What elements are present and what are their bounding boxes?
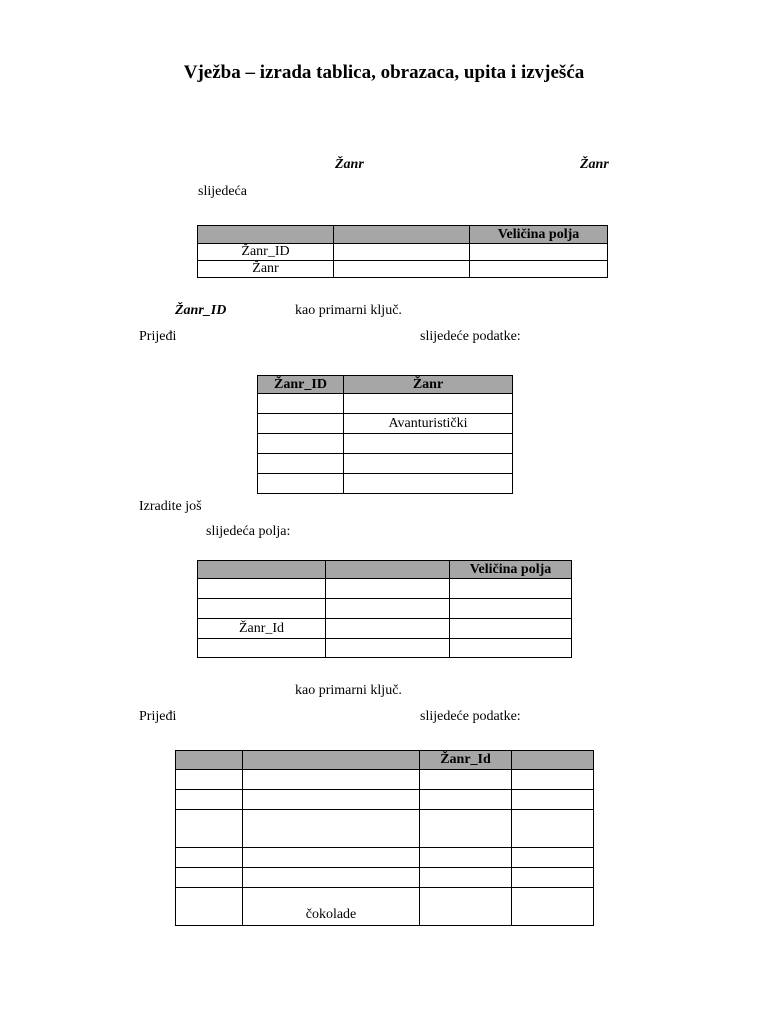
- table-cell: [344, 394, 513, 414]
- table-row: [198, 244, 608, 261]
- table-cell: [176, 888, 243, 926]
- header-cell: [334, 226, 470, 244]
- table-row: [176, 790, 594, 810]
- table-cell: [198, 639, 326, 658]
- table-row: [176, 770, 594, 790]
- table-cell: [512, 770, 594, 790]
- table-row: [258, 414, 513, 434]
- table-cell: [450, 599, 572, 619]
- table-cell: [420, 888, 512, 926]
- table-cell: [420, 770, 512, 790]
- izradite-text: Izradite još: [139, 499, 202, 514]
- table-header-row: [198, 226, 608, 244]
- table-row: [258, 474, 513, 494]
- table-cell: [176, 848, 243, 868]
- polja-text: slijedeća polja:: [206, 524, 291, 539]
- table-cell: [258, 394, 344, 414]
- table-cell: [334, 261, 470, 278]
- table-header-row: [176, 751, 594, 770]
- table-row: [176, 810, 594, 848]
- table-row: [258, 394, 513, 414]
- table-cell: [326, 639, 450, 658]
- prijedi-text: Prijeđi: [139, 329, 177, 344]
- table-cell: [420, 868, 512, 888]
- podatke-text: slijedeće podatke:: [420, 329, 521, 344]
- page-title: Vježba – izrada tablica, obrazaca, upita i izvješća: [183, 62, 585, 83]
- table-row: [176, 868, 594, 888]
- table-cell: [258, 454, 344, 474]
- header-cell-zanr-id: Žanr_Id: [420, 751, 512, 770]
- header-cell: [176, 751, 243, 770]
- table-cell: [326, 599, 450, 619]
- table-cell: [470, 261, 608, 278]
- table-cell: [198, 599, 326, 619]
- key-field-label: Žanr_ID: [175, 303, 227, 318]
- table-row: [198, 579, 572, 599]
- header-cell: [198, 226, 334, 244]
- primary-key-text: kao primarni ključ.: [295, 303, 402, 318]
- table-cell: [326, 619, 450, 639]
- podatke-text-2: slijedeće podatke:: [420, 709, 521, 724]
- table-cell: Žanr_ID: [198, 244, 334, 261]
- table-cell: [176, 770, 243, 790]
- table-cell: [326, 579, 450, 599]
- table-row: [258, 454, 513, 474]
- table-cell: [258, 414, 344, 434]
- table-cell: [198, 579, 326, 599]
- table-cell: [450, 619, 572, 639]
- table-row: [176, 888, 594, 926]
- table-cell: [243, 810, 420, 848]
- table-cell: [470, 244, 608, 261]
- header-cell-zanr-id: Žanr_ID: [258, 376, 344, 394]
- header-cell-velicina-polja: Veličina polja: [450, 561, 572, 579]
- header-cell: [243, 751, 420, 770]
- table-cell: Avanturistički: [344, 414, 513, 434]
- table-cell: [512, 868, 594, 888]
- table-cell: čokolade: [243, 888, 420, 926]
- slijedeca-text: slijedeća: [198, 184, 247, 199]
- prijedi-text-2: Prijeđi: [139, 709, 177, 724]
- table-cell: [450, 639, 572, 658]
- header-cell: [198, 561, 326, 579]
- header-cell: [512, 751, 594, 770]
- table-cell: [243, 770, 420, 790]
- table-cell: [334, 244, 470, 261]
- data-table-zanr: [257, 375, 513, 494]
- table-cell: [512, 888, 594, 926]
- table-header-row: [198, 561, 572, 579]
- header-cell-zanr: Žanr: [344, 376, 513, 394]
- table-row: [198, 599, 572, 619]
- header-cell-velicina-polja: Veličina polja: [470, 226, 608, 244]
- table-cell: [176, 868, 243, 888]
- table-cell: [512, 848, 594, 868]
- table-cell: [176, 790, 243, 810]
- table-row: [198, 261, 608, 278]
- table-cell: [512, 790, 594, 810]
- table-cell: [243, 848, 420, 868]
- fields-table-2: [197, 560, 572, 658]
- table-row: [258, 434, 513, 454]
- table-cell: [420, 848, 512, 868]
- table-cell: [420, 790, 512, 810]
- zanr-label-right: Žanr: [580, 157, 609, 172]
- table-cell: [176, 810, 243, 848]
- zanr-label-left: Žanr: [335, 157, 364, 172]
- table-header-row: [258, 376, 513, 394]
- table-cell: [512, 810, 594, 848]
- table-cell: Žanr: [198, 261, 334, 278]
- table-row: [198, 619, 572, 639]
- table-cell: [344, 474, 513, 494]
- table-cell: [258, 434, 344, 454]
- table-row: [198, 639, 572, 658]
- table-cell: [450, 579, 572, 599]
- table-cell: [344, 454, 513, 474]
- primary-key-text-2: kao primarni ključ.: [295, 683, 402, 698]
- table-cell: [243, 868, 420, 888]
- table-cell: [258, 474, 344, 494]
- table-cell: Žanr_Id: [198, 619, 326, 639]
- table-cell: [420, 810, 512, 848]
- table-cell: [344, 434, 513, 454]
- header-cell: [326, 561, 450, 579]
- table-cell: [243, 790, 420, 810]
- data-table-4: [175, 750, 594, 926]
- fields-table-1: [197, 225, 608, 278]
- table-row: [176, 848, 594, 868]
